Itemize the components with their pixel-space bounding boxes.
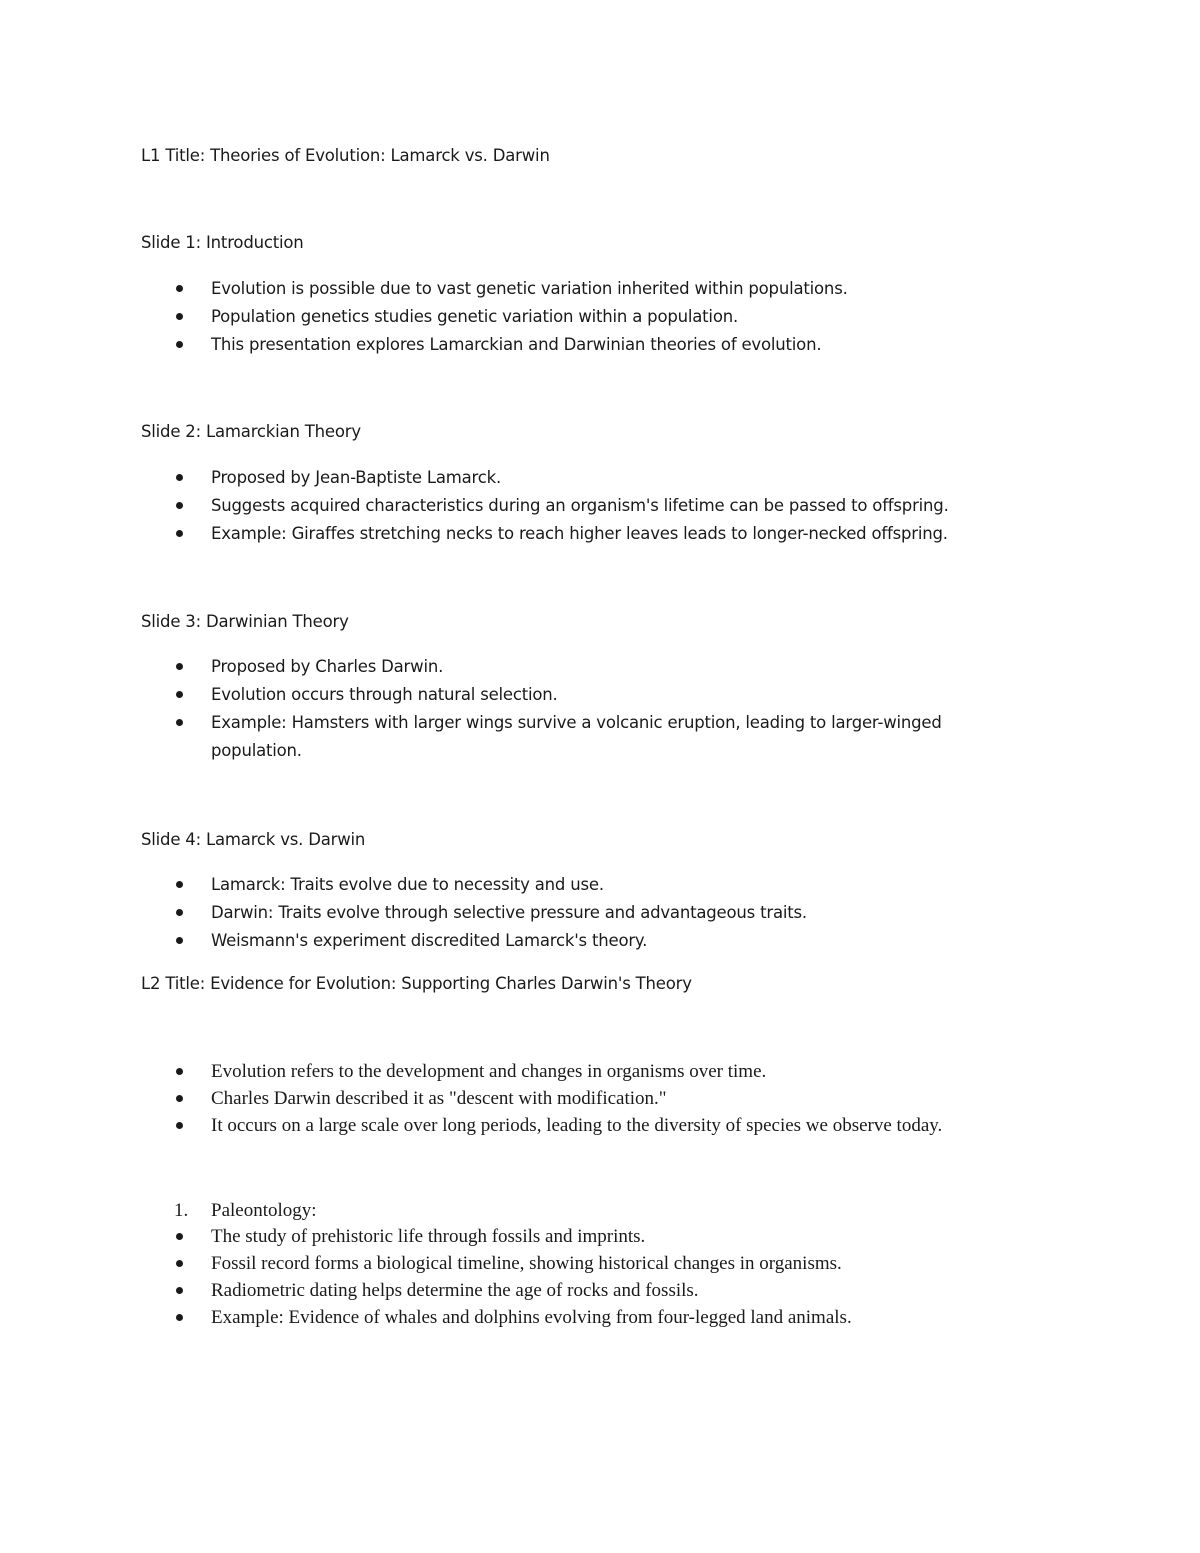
bullet-icon: [176, 909, 183, 916]
lesson1-title: L1 Title: Theories of Evolution: Lamarck vs. Darwin: [141, 146, 550, 165]
paleontology-bullet-2: Fossil record forms a biological timeline, showing historical changes in organisms.: [211, 1253, 842, 1274]
bullet-icon: [176, 313, 183, 320]
slide3-bullet-1: Proposed by Charles Darwin.: [211, 657, 444, 676]
slide3-bullet-2: Evolution occurs through natural selection.: [211, 685, 558, 704]
bullet-icon: [176, 1314, 183, 1321]
bullet-icon: [176, 691, 183, 698]
bullet-icon: [176, 474, 183, 481]
slide3-bullet-3: Example: Hamsters with larger wings survive a volcanic eruption, leading to larger-winged: [211, 713, 942, 732]
slide4-bullet-2: Darwin: Traits evolve through selective pressure and advantageous traits.: [211, 903, 807, 922]
slide2-bullet-2: Suggests acquired characteristics during an organism's lifetime can be passed to offspring.: [211, 496, 949, 515]
bullet-icon: [176, 1068, 183, 1075]
slide4-bullet-3: Weismann's experiment discredited Lamarck's theory.: [211, 931, 648, 950]
lesson2-title: L2 Title: Evidence for Evolution: Supporting Charles Darwin's Theory: [141, 974, 692, 993]
paleontology-bullet-1: The study of prehistoric life through fossils and imprints.: [211, 1226, 646, 1247]
slide3-bullet-3-continued: population.: [211, 741, 302, 760]
slide1-bullet-1: Evolution is possible due to vast genetic variation inherited within populations.: [211, 279, 848, 298]
slide1-heading: Slide 1: Introduction: [141, 233, 304, 252]
bullet-icon: [176, 1287, 183, 1294]
slide4-heading: Slide 4: Lamarck vs. Darwin: [141, 830, 366, 849]
bullet-icon: [176, 341, 183, 348]
bullet-icon: [176, 1122, 183, 1129]
slide2-bullet-3: Example: Giraffes stretching necks to reach higher leaves leads to longer-necked offspring.: [211, 524, 948, 543]
slide2-heading: Slide 2: Lamarckian Theory: [141, 422, 361, 441]
bullet-icon: [176, 1233, 183, 1240]
bullet-icon: [176, 937, 183, 944]
slide1-bullet-3: This presentation explores Lamarckian and Darwinian theories of evolution.: [211, 335, 822, 354]
bullet-icon: [176, 881, 183, 888]
lesson2-intro-bullet-1: Evolution refers to the development and changes in organisms over time.: [211, 1061, 767, 1082]
slide4-bullet-1: Lamarck: Traits evolve due to necessity and use.: [211, 875, 604, 894]
bullet-icon: [176, 285, 183, 292]
bullet-icon: [176, 719, 183, 726]
lesson2-intro-bullet-3: It occurs on a large scale over long periods, leading to the diversity of species we observe today.: [211, 1115, 943, 1136]
lesson2-intro-bullet-2: Charles Darwin described it as "descent with modification.": [211, 1088, 667, 1109]
paleontology-bullet-3: Radiometric dating helps determine the age of rocks and fossils.: [211, 1280, 699, 1301]
bullet-icon: [176, 530, 183, 537]
bullet-icon: [176, 502, 183, 509]
bullet-icon: [176, 663, 183, 670]
paleontology-bullet-4: Example: Evidence of whales and dolphins evolving from four-legged land animals.: [211, 1307, 852, 1328]
bullet-icon: [176, 1260, 183, 1267]
slide1-bullet-2: Population genetics studies genetic variation within a population.: [211, 307, 739, 326]
slide2-bullet-1: Proposed by Jean-Baptiste Lamarck.: [211, 468, 502, 487]
bullet-icon: [176, 1095, 183, 1102]
section-number: 1.: [174, 1200, 189, 1221]
section-heading-paleontology: Paleontology:: [211, 1200, 317, 1221]
slide3-heading: Slide 3: Darwinian Theory: [141, 612, 349, 631]
